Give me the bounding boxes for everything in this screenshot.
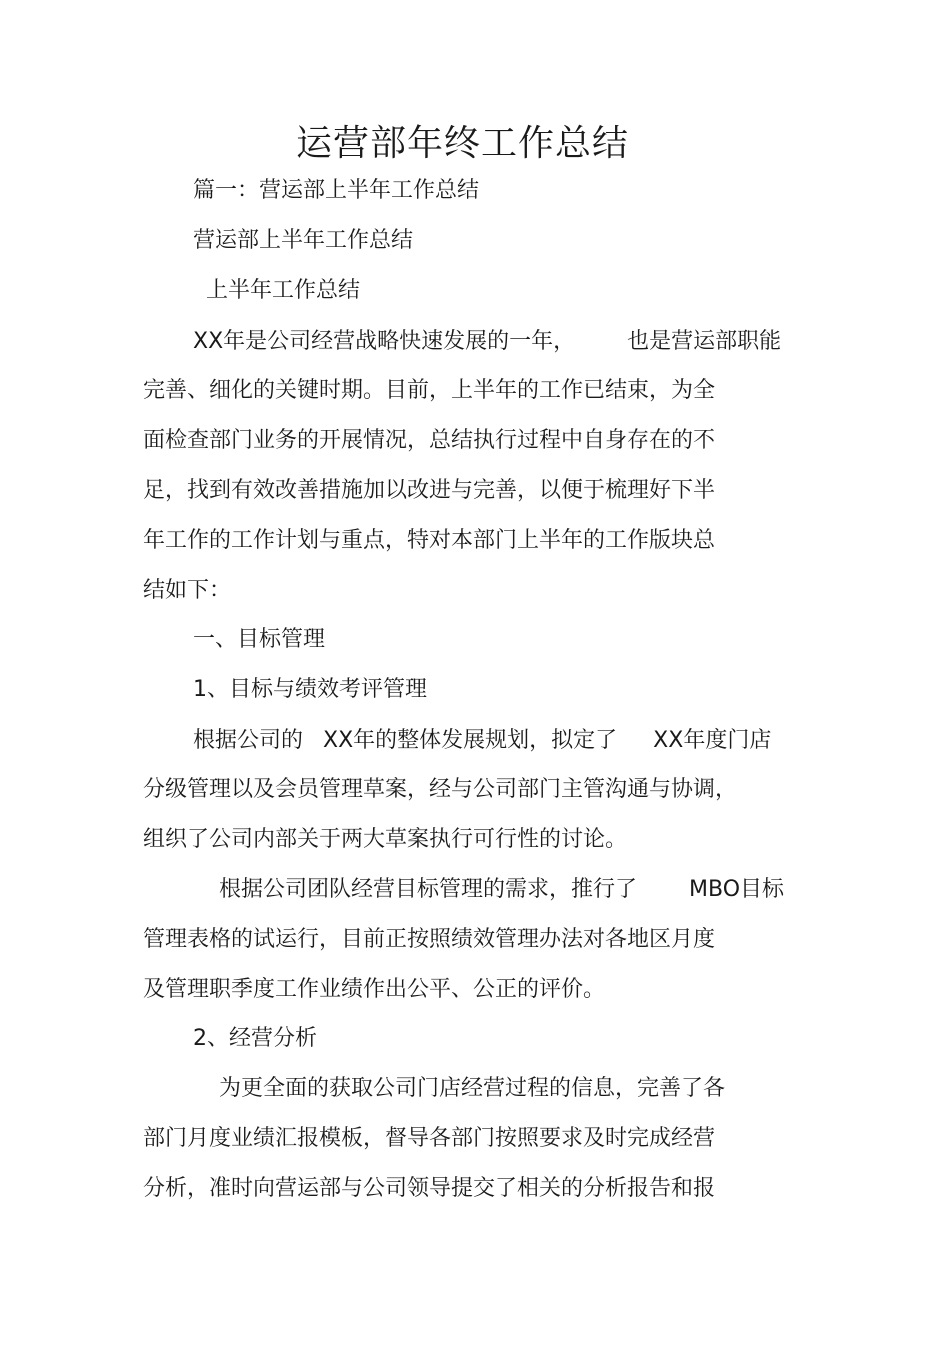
section-heading: 营运部上半年工作总结 xyxy=(193,228,414,253)
text-segment: XX年的整体发展规划，拟定了 xyxy=(323,728,618,753)
paragraph-line: 部门月度业绩汇报模板，督导各部门按照要求及时完成经营 xyxy=(143,1126,716,1151)
document-title: 运营部年终工作总结 xyxy=(295,123,629,164)
section-heading: 一、目标管理 xyxy=(193,627,326,652)
paragraph-line: 及管理职季度工作业绩作出公平、公正的评价。 xyxy=(143,977,606,1002)
subsection-heading: 上半年工作总结 xyxy=(206,278,361,303)
text-segment: XX年度门店 xyxy=(653,728,772,753)
paragraph-line: 管理表格的试运行，目前正按照绩效管理办法对各地区月度 xyxy=(143,927,716,952)
paragraph-line xyxy=(193,326,781,358)
text-segment: XX年是公司经营战略快速发展的一年， xyxy=(193,329,576,354)
paragraph-line: 结如下： xyxy=(143,578,232,603)
paragraph-line xyxy=(193,725,771,757)
paragraph-line: 面检查部门业务的开展情况，总结执行过程中自身存在的不 xyxy=(143,428,716,453)
paragraph-line: 分级管理以及会员管理草案，经与公司部门主管沟通与协调， xyxy=(143,777,738,802)
paragraph-line: 组织了公司内部关于两大草案执行可行性的讨论。 xyxy=(143,827,628,852)
subsection-heading: 1、目标与绩效考评管理 xyxy=(193,677,427,702)
subsection-heading: 2、经营分析 xyxy=(193,1026,317,1051)
paragraph-line: 分析，准时向营运部与公司领导提交了相关的分析报告和报 xyxy=(143,1176,716,1201)
paragraph-line: 为更全面的获取公司门店经营过程的信息，完善了各 xyxy=(219,1076,726,1101)
text-segment: 根据公司的 xyxy=(193,728,304,753)
article-heading: 篇一：营运部上半年工作总结 xyxy=(193,178,480,203)
paragraph-line: 年工作的工作计划与重点，特对本部门上半年的工作版块总 xyxy=(143,528,716,553)
text-segment: MBO目标 xyxy=(689,877,785,902)
text-segment: 也是营运部职能 xyxy=(627,329,782,354)
paragraph-line: 足，找到有效改善措施加以改进与完善，以便于梳理好下半 xyxy=(143,478,716,503)
paragraph-line xyxy=(219,874,784,906)
text-segment: 根据公司团队经营目标管理的需求，推行了 xyxy=(219,877,638,902)
paragraph-line: 完善、细化的关键时期。目前，上半年的工作已结束，为全 xyxy=(143,378,716,403)
